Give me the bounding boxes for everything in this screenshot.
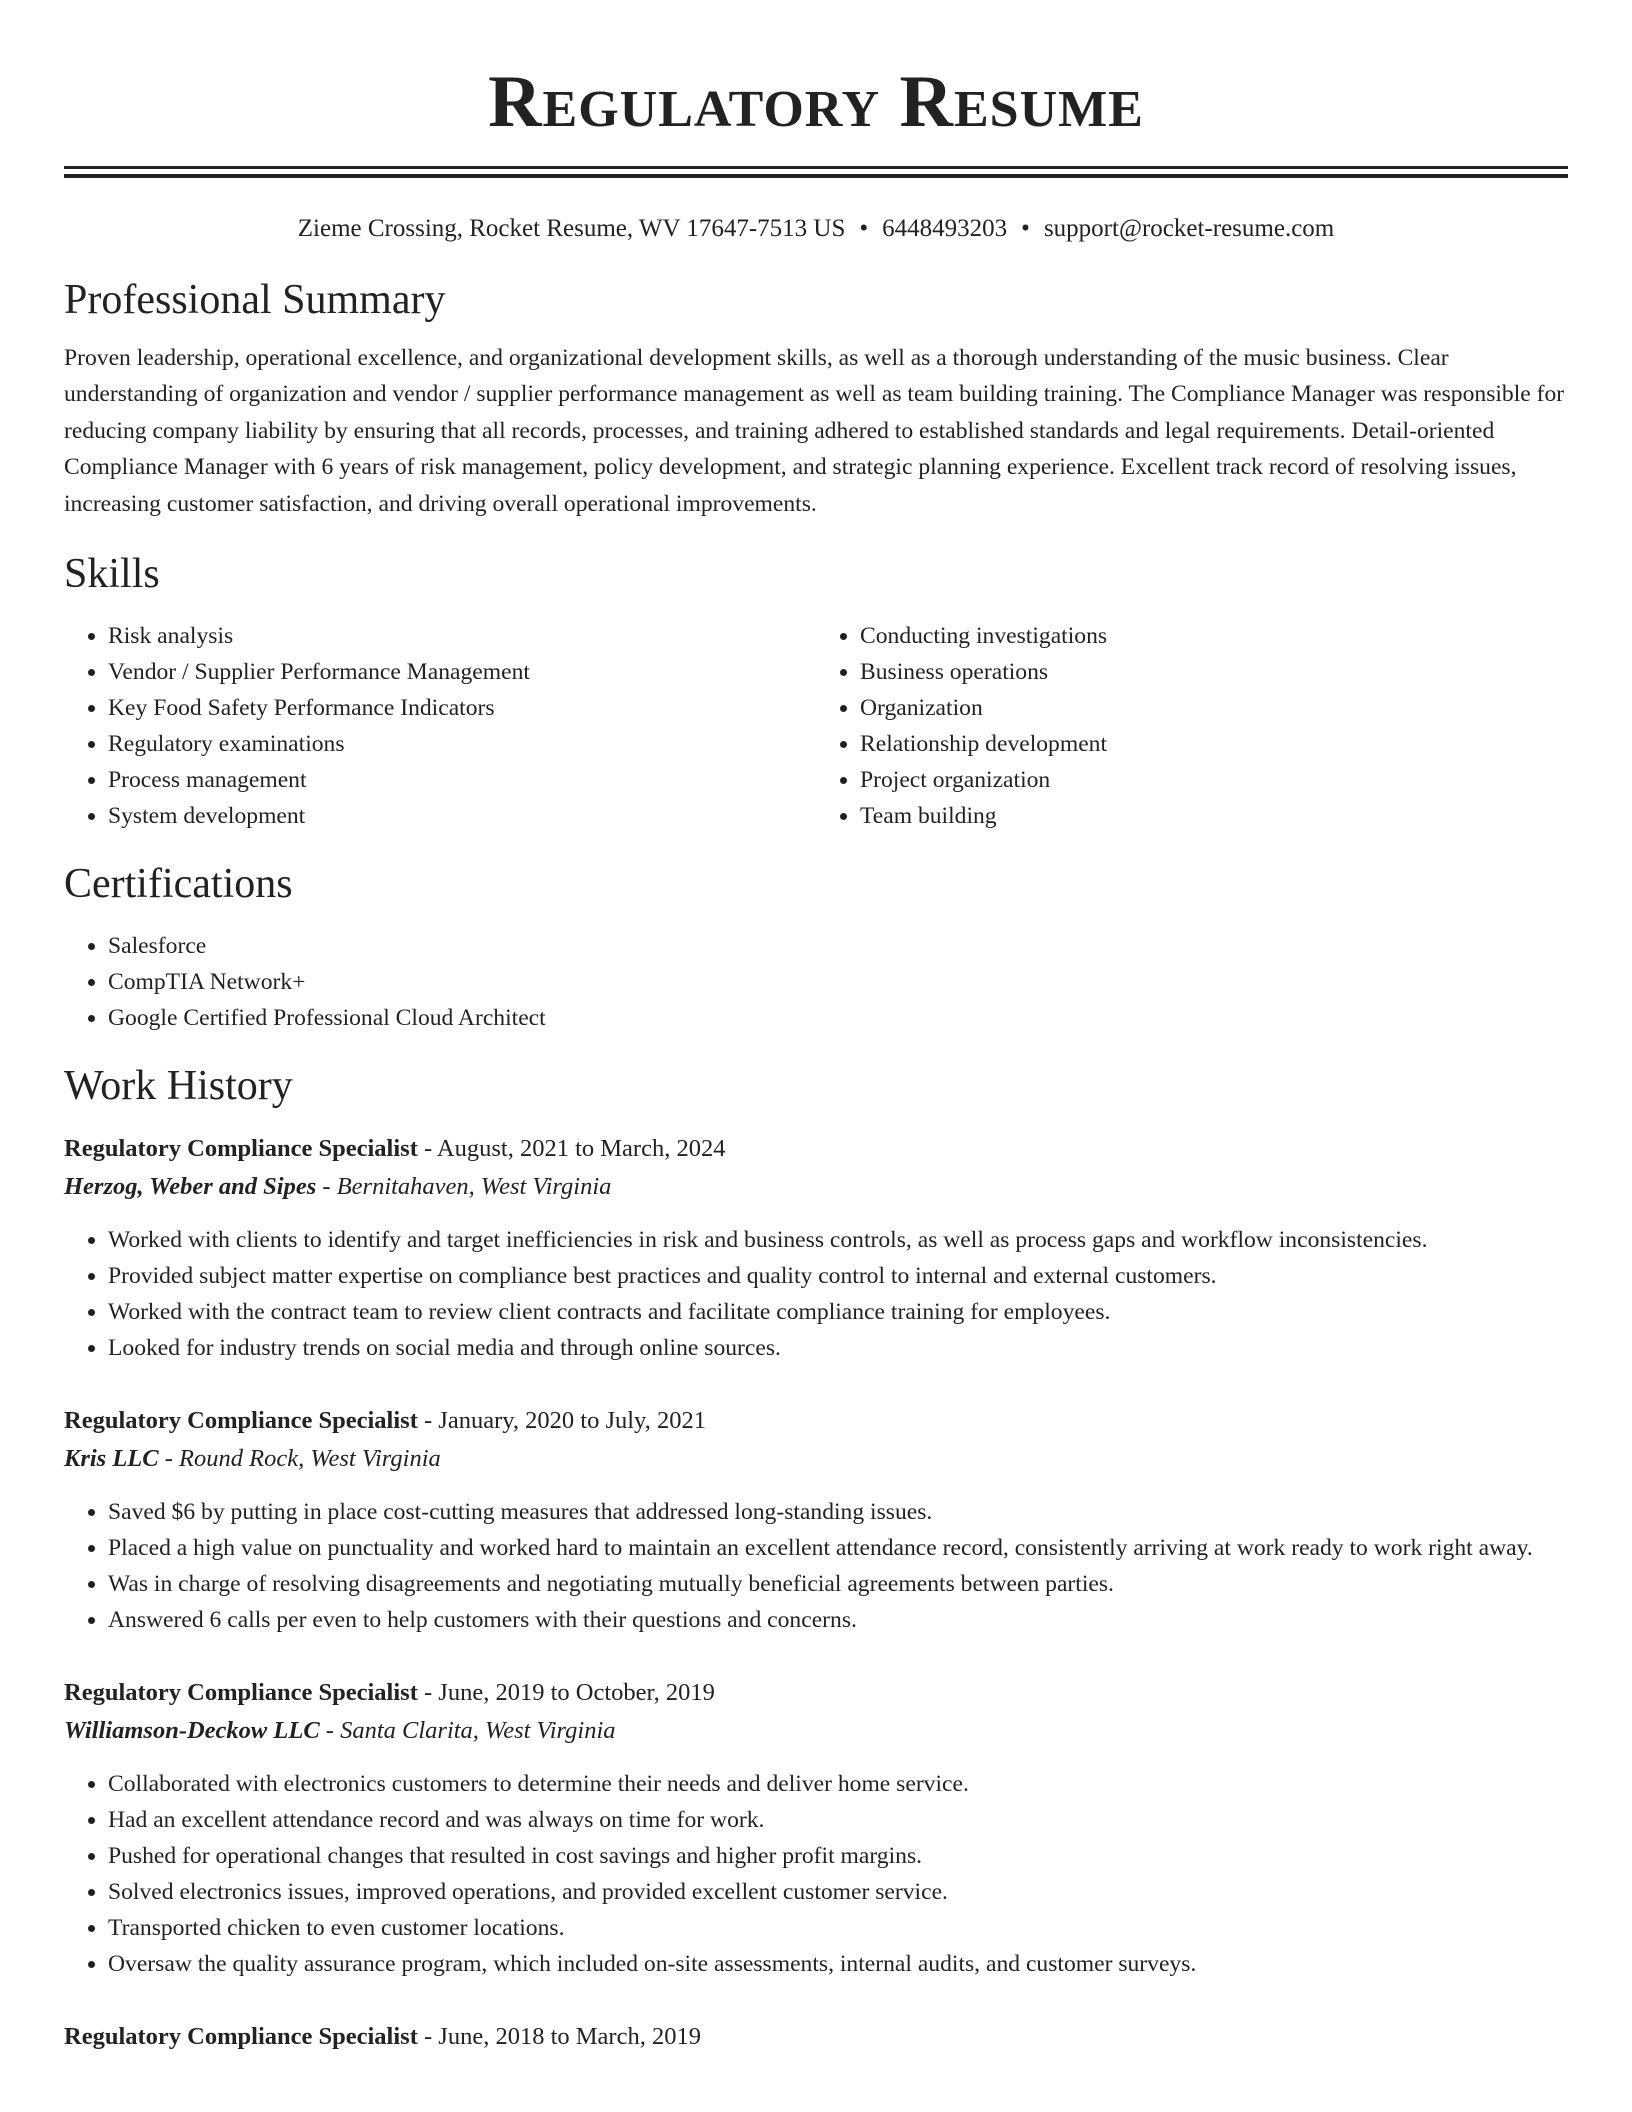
job-bullets bbox=[64, 1766, 1568, 1982]
resume-page bbox=[64, 0, 1568, 2056]
job-company-line bbox=[64, 1168, 1568, 1206]
job-dates: - January, 2020 to July, 2021 bbox=[417, 1407, 706, 1435]
job-bullet: • Was in charge of resolving disagreements and negotiating mutually beneficial agreements between parties. bbox=[108, 1566, 1568, 1602]
job-company: Kris LLC bbox=[64, 1445, 159, 1473]
skill-item: • Project organization bbox=[860, 762, 1568, 798]
contact-separator: • bbox=[859, 215, 869, 242]
job-bullet: • Answered 6 calls per even to help customers with their questions and concerns. bbox=[108, 1602, 1568, 1638]
job-location: - Santa Clarita, West Virginia bbox=[319, 1717, 616, 1745]
job-title-line bbox=[64, 1402, 1568, 1440]
certification-item: • Google Certified Professional Cloud Architect bbox=[108, 1000, 1568, 1036]
contact-phone: 6448493203 bbox=[882, 215, 1008, 242]
job-bullets bbox=[64, 1494, 1568, 1638]
skill-item: • Conducting investigations bbox=[860, 618, 1568, 654]
skills-left-list bbox=[64, 618, 816, 834]
skill-item: • Organization bbox=[860, 690, 1568, 726]
skill-item: • Team building bbox=[860, 798, 1568, 834]
certifications-heading: Certifications bbox=[64, 861, 293, 908]
job-title: Regulatory Compliance Specialist bbox=[64, 1135, 418, 1163]
summary-text: Proven leadership, operational excellence, and organizational development skills, as well as a thorough understanding of the music business. Clear understanding of organization and vendor / supplier performance management as well as team building training. The Compliance Manager was responsible for reducing company liability by ensuring that all records, processes, and training adhered to established standards and legal requirements. Detail-oriented Compliance Manager with 6 years of risk management, policy development, and strategic planning experience. Excellent track record of resolving issues, increasing customer satisfaction, and driving overall operational improvements. bbox=[64, 345, 1565, 517]
job-title: Regulatory Compliance Specialist bbox=[64, 2023, 418, 2051]
contact-address: Zieme Crossing, Rocket Resume, WV 17647-7513 US bbox=[297, 215, 846, 242]
work-history-heading: Work History bbox=[64, 1063, 293, 1110]
job-bullets bbox=[64, 1222, 1568, 1366]
job-title-line bbox=[64, 1674, 1568, 1712]
job-dates: - June, 2019 to October, 2019 bbox=[417, 1679, 715, 1707]
certification-item: • CompTIA Network+ bbox=[108, 964, 1568, 1000]
job-entry bbox=[64, 2018, 1568, 2056]
skills-heading: Skills bbox=[64, 551, 160, 598]
job-title-line bbox=[64, 2018, 1568, 2056]
job-company-line bbox=[64, 1712, 1568, 1750]
contact-email[interactable]: support@rocket-resume.com bbox=[1043, 215, 1335, 242]
job-bullet: • Pushed for operational changes that resulted in cost savings and higher profit margins. bbox=[108, 1838, 1568, 1874]
title-divider bbox=[64, 166, 1568, 178]
job-bullet: • Provided subject matter expertise on compliance best practices and quality control to internal and external customers. bbox=[108, 1258, 1568, 1294]
job-entry bbox=[64, 1130, 1568, 1366]
job-bullet: • Looked for industry trends on social media and through online sources. bbox=[108, 1330, 1568, 1366]
skills-right-list bbox=[816, 618, 1568, 834]
skills-columns bbox=[64, 618, 1568, 834]
job-company: Herzog, Weber and Sipes bbox=[64, 1173, 317, 1201]
job-bullet: • Solved electronics issues, improved operations, and provided excellent customer service. bbox=[108, 1874, 1568, 1910]
job-location: - Round Rock, West Virginia bbox=[158, 1445, 441, 1473]
job-bullet: • Saved $6 by putting in place cost-cutting measures that addressed long-standing issues. bbox=[108, 1494, 1568, 1530]
job-bullet: • Collaborated with electronics customers to determine their needs and deliver home service. bbox=[108, 1766, 1568, 1802]
job-title-line bbox=[64, 1130, 1568, 1168]
summary-heading: Professional Summary bbox=[64, 277, 446, 323]
job-bullet: • Worked with the contract team to review client contracts and facilitate compliance training for employees. bbox=[108, 1294, 1568, 1330]
job-title: Regulatory Compliance Specialist bbox=[64, 1407, 418, 1435]
job-title: Regulatory Compliance Specialist bbox=[64, 1679, 418, 1707]
skill-item: • Business operations bbox=[860, 654, 1568, 690]
skill-item: • Risk analysis bbox=[108, 618, 816, 654]
job-entry bbox=[64, 1674, 1568, 1982]
skill-item: • Vendor / Supplier Performance Management bbox=[108, 654, 816, 690]
job-bullet: • Transported chicken to even customer locations. bbox=[108, 1910, 1568, 1946]
resume-title: Regulatory Resume bbox=[488, 61, 1144, 143]
contact-line bbox=[64, 214, 1568, 244]
job-company: Williamson-Deckow LLC bbox=[64, 1717, 320, 1745]
job-bullet: • Had an excellent attendance record and was always on time for work. bbox=[108, 1802, 1568, 1838]
certifications-list bbox=[64, 928, 1568, 1036]
skill-item: • Relationship development bbox=[860, 726, 1568, 762]
certification-item: • Salesforce bbox=[108, 928, 1568, 964]
job-bullet: • Placed a high value on punctuality and worked hard to maintain an excellent attendance record, consistently arriving at work ready to work right away. bbox=[108, 1530, 1568, 1566]
job-company-line bbox=[64, 1440, 1568, 1478]
job-dates: - August, 2021 to March, 2024 bbox=[417, 1135, 726, 1163]
job-entry bbox=[64, 1402, 1568, 1638]
skill-item: • Process management bbox=[108, 762, 816, 798]
skill-item: • System development bbox=[108, 798, 816, 834]
skill-item: • Regulatory examinations bbox=[108, 726, 816, 762]
job-bullet: • Worked with clients to identify and target inefficiencies in risk and business controls, as well as process gaps and workflow inconsistencies. bbox=[108, 1222, 1568, 1258]
job-location: - Bernitahaven, West Virginia bbox=[316, 1173, 612, 1201]
contact-separator: • bbox=[1021, 215, 1030, 242]
skill-item: • Key Food Safety Performance Indicators bbox=[108, 690, 816, 726]
job-dates: - June, 2018 to March, 2019 bbox=[417, 2023, 701, 2051]
job-bullet: • Oversaw the quality assurance program, which included on-site assessments, internal audits, and customer surveys. bbox=[108, 1946, 1568, 1982]
